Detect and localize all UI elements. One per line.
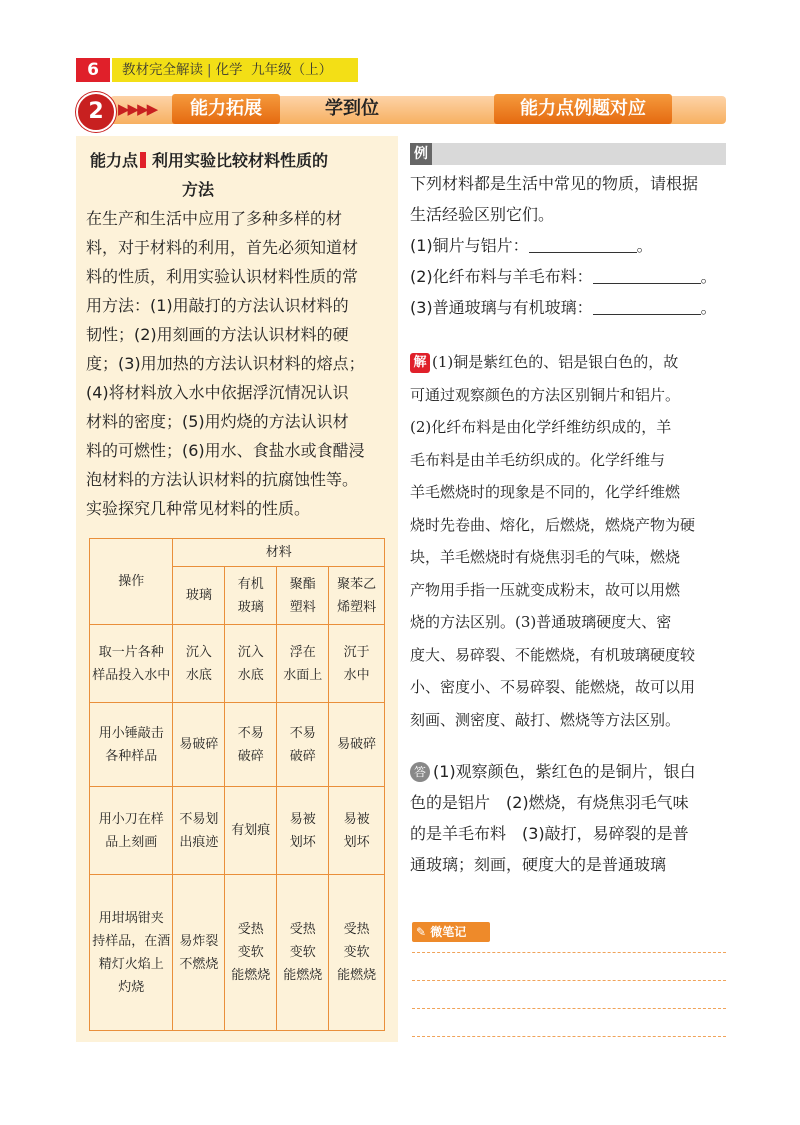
point-label: 能力点 [90, 151, 139, 170]
question-end: 。 [700, 267, 717, 286]
paragraph-line: 料的性质，利用实验认识材料性质的常 [86, 267, 359, 286]
result-cell [329, 625, 385, 703]
result-cell [277, 703, 329, 787]
cell-line: 变软 [289, 945, 316, 960]
answer-blank [593, 265, 701, 284]
point-title-line1: 利用实验比较材料性质的 [152, 151, 329, 170]
paragraph-line: 料的可燃性；(6)用水、食盐水或食醋浸 [86, 441, 365, 460]
cell-line: 受热 [289, 922, 316, 937]
intro-line: 下列材料都是生活中常见的物质，请根据 [410, 174, 699, 193]
example-tag: 例 [410, 143, 432, 165]
example-bar [410, 143, 726, 165]
cell-line: 玻璃 [185, 588, 212, 603]
cell-line: 易破碎 [179, 737, 219, 752]
result-cell [277, 787, 329, 875]
cell-line: 用坩埚钳夹 [98, 910, 164, 926]
cell-line: 受热 [343, 922, 370, 937]
materials-table [89, 538, 385, 1031]
table-row [90, 875, 385, 1031]
op-cell [90, 703, 173, 787]
note-line [412, 1008, 726, 1009]
result-cell [277, 875, 329, 1031]
header-polystyrene [329, 567, 385, 625]
point-title-line2: 方法 [182, 180, 215, 199]
answer-line: 通玻璃；刻画，硬度大的是普通玻璃 [410, 855, 667, 874]
cell-line: 烯塑料 [337, 599, 377, 615]
cell-line: 水底 [185, 667, 212, 683]
cell-line: 破碎 [289, 748, 316, 764]
answer-blank [529, 234, 637, 253]
header-separator: | [207, 62, 212, 78]
example-question [410, 168, 726, 323]
solution-block [410, 346, 726, 736]
solution-line: 块，羊毛燃烧时有烧焦羽毛的气味，燃烧 [410, 548, 681, 566]
question-end: 。 [636, 236, 653, 255]
ability-paragraph [86, 204, 392, 523]
cell-line: 划坏 [343, 834, 370, 850]
header-organic-glass [225, 567, 277, 625]
question-label: (1)铜片与铝片： [410, 236, 529, 255]
cell-line: 能燃烧 [231, 968, 271, 983]
paragraph-line: 料，对于材料的利用，首先必须知道材 [86, 238, 359, 257]
cell-line: 塑料 [289, 599, 316, 615]
cell-line: 浮在 [289, 644, 316, 660]
solution-line: (2)化纤布料是由化学纤维纺织成的，羊 [410, 418, 672, 436]
section-number-badge: 2 [76, 92, 116, 132]
op-cell [90, 625, 173, 703]
paragraph-line: 材料的密度；(5)用灼烧的方法认识材 [86, 412, 349, 431]
page-number: 6 [76, 58, 110, 82]
answer-line [410, 756, 726, 787]
cell-line: 不易 [289, 725, 316, 741]
question-2 [410, 261, 726, 292]
result-cell [329, 787, 385, 875]
cell-line: 能燃烧 [337, 968, 377, 983]
paragraph-line: (4)将材料放入水中依据浮沉情况认识 [86, 383, 349, 402]
tag-learn-well: 学到位 [325, 98, 379, 119]
result-cell [225, 875, 277, 1031]
solution-line: 产物用手指一压就变成粉末，故可以用燃 [410, 580, 681, 599]
cell-line: 有划痕 [231, 823, 271, 838]
paragraph-line: 度；(3)用加热的方法认识材料的熔点； [86, 354, 365, 373]
grade: 九年级（上） [251, 62, 333, 78]
result-cell [225, 703, 277, 787]
cell-line: 易炸裂 [179, 933, 219, 949]
tag-example-correspondence: 能力点例题对应 [494, 94, 672, 124]
red-marker-icon [140, 152, 146, 168]
cell-line: 能燃烧 [283, 968, 323, 983]
paragraph-line: 泡材料的方法认识材料的抗腐蚀性等。 [86, 470, 359, 489]
table-header-row [90, 539, 385, 567]
note-line [412, 952, 726, 953]
solution-line [410, 346, 726, 379]
header-material: 材料 [173, 539, 385, 567]
answer-blank [593, 296, 701, 315]
section-banner [76, 92, 726, 132]
book-title: 教材完全解读 [122, 62, 203, 78]
paragraph-line: 实验探究几种常见材料的性质。 [86, 499, 311, 518]
question-end: 。 [700, 298, 717, 317]
paragraph-line: 韧性；(2)用刻画的方法认识材料的硬 [86, 325, 349, 344]
intro-line: 生活经验区别它们。 [410, 205, 555, 224]
result-cell [225, 787, 277, 875]
cell-line: 聚苯乙 [337, 576, 377, 592]
micro-notes-label: 微笔记 [430, 925, 467, 939]
cell-line: 划坏 [289, 834, 316, 850]
answer-block [410, 756, 726, 880]
header-glass [173, 567, 225, 625]
cell-line: 不燃烧 [179, 956, 219, 972]
cell-line: 用小刀在样 [98, 811, 164, 827]
solution-text: (1)铜是紫红色的、铝是银白色的，故 [432, 353, 679, 371]
answer-line: 的是羊毛布料 (3)敲打，易碎裂的是普 [410, 824, 689, 843]
cell-line: 受热 [237, 922, 264, 937]
result-cell [173, 703, 225, 787]
solution-badge: 解 [410, 353, 430, 373]
result-cell [225, 625, 277, 703]
solution-line: 毛布料是由羊毛纺织成的。化学纤维与 [410, 450, 666, 469]
header-operation: 操作 [90, 539, 173, 625]
cell-line: 易破碎 [337, 737, 377, 752]
solution-line: 烧时先卷曲、熔化，后燃烧，燃烧产物为硬 [410, 515, 696, 534]
cell-line: 破碎 [237, 748, 264, 764]
answer-badge: 答 [410, 762, 430, 782]
cell-line: 水面上 [283, 667, 323, 683]
paragraph-line: 用方法：(1)用敲打的方法认识材料的 [86, 296, 349, 315]
cell-line: 出痕迹 [179, 834, 219, 850]
ability-point-title [90, 146, 395, 204]
arrow-icons: ▶▶▶▶ [118, 100, 157, 118]
cell-line: 变软 [343, 945, 370, 960]
note-line [412, 980, 726, 981]
question-label: (3)普通玻璃与有机玻璃： [410, 298, 593, 317]
micro-notes-tag: ✎ 微笔记 [412, 922, 490, 942]
result-cell [329, 703, 385, 787]
cell-line: 水中 [343, 667, 370, 683]
solution-line: 烧的方法区别。(3)普通玻璃硬度大、密 [410, 613, 672, 631]
cell-line: 取一片各种 [98, 644, 164, 660]
solution-line: 可通过观察颜色的方法区别铜片和铝片。 [410, 385, 681, 404]
cell-line: 沉入 [237, 644, 264, 660]
running-header [112, 58, 358, 82]
cell-line: 样品投入水中 [92, 667, 171, 683]
cell-line: 水底 [237, 667, 264, 683]
result-cell [173, 625, 225, 703]
cell-line: 各种样品 [105, 748, 158, 764]
result-cell [277, 625, 329, 703]
header-polyester [277, 567, 329, 625]
result-cell [329, 875, 385, 1031]
cell-line: 品上刻画 [105, 834, 158, 850]
cell-line: 易被 [343, 811, 370, 827]
cell-line: 不易划 [179, 811, 219, 827]
subject: 化学 [215, 62, 243, 78]
solution-line: 刻画、测密度、敲打、燃烧等方法区别。 [410, 710, 681, 729]
note-line [412, 1036, 726, 1037]
paragraph-line: 在生产和生活中应用了多种多样的材 [86, 209, 343, 228]
result-cell [173, 787, 225, 875]
table-row [90, 625, 385, 703]
cell-line: 沉入 [185, 644, 212, 660]
answer-text: (1)观察颜色，紫红色的是铜片，银白 [433, 762, 696, 781]
cell-line: 不易 [237, 725, 264, 741]
solution-line: 羊毛燃烧时的现象是不同的，化学纤维燃 [410, 483, 681, 501]
cell-line: 聚酯 [289, 576, 316, 592]
cell-line: 有机 [237, 576, 264, 592]
tag-ability-expansion: 能力拓展 [172, 94, 280, 124]
cell-line: 易被 [289, 811, 316, 827]
cell-line: 灼烧 [118, 979, 145, 995]
table-row [90, 787, 385, 875]
ability-panel [76, 136, 398, 1042]
result-cell [173, 875, 225, 1031]
op-cell [90, 787, 173, 875]
cell-line: 玻璃 [237, 599, 264, 615]
cell-line: 持样品，在酒 [92, 933, 171, 949]
cell-line: 变软 [237, 945, 264, 960]
cell-line: 沉于 [343, 644, 370, 660]
question-1 [410, 230, 726, 261]
question-3 [410, 292, 726, 323]
cell-line: 用小锤敲击 [98, 725, 164, 741]
answer-line: 色的是铝片 (2)燃烧，有烧焦羽毛气味 [410, 793, 689, 812]
solution-line: 小、密度小、不易碎裂、能燃烧，故可以用 [410, 678, 696, 696]
cell-line: 精灯火焰上 [98, 956, 164, 972]
solution-line: 度大、易碎裂、不能燃烧，有机玻璃硬度较 [410, 645, 696, 664]
table-row [90, 703, 385, 787]
op-cell [90, 875, 173, 1031]
question-label: (2)化纤布料与羊毛布料： [410, 267, 593, 286]
